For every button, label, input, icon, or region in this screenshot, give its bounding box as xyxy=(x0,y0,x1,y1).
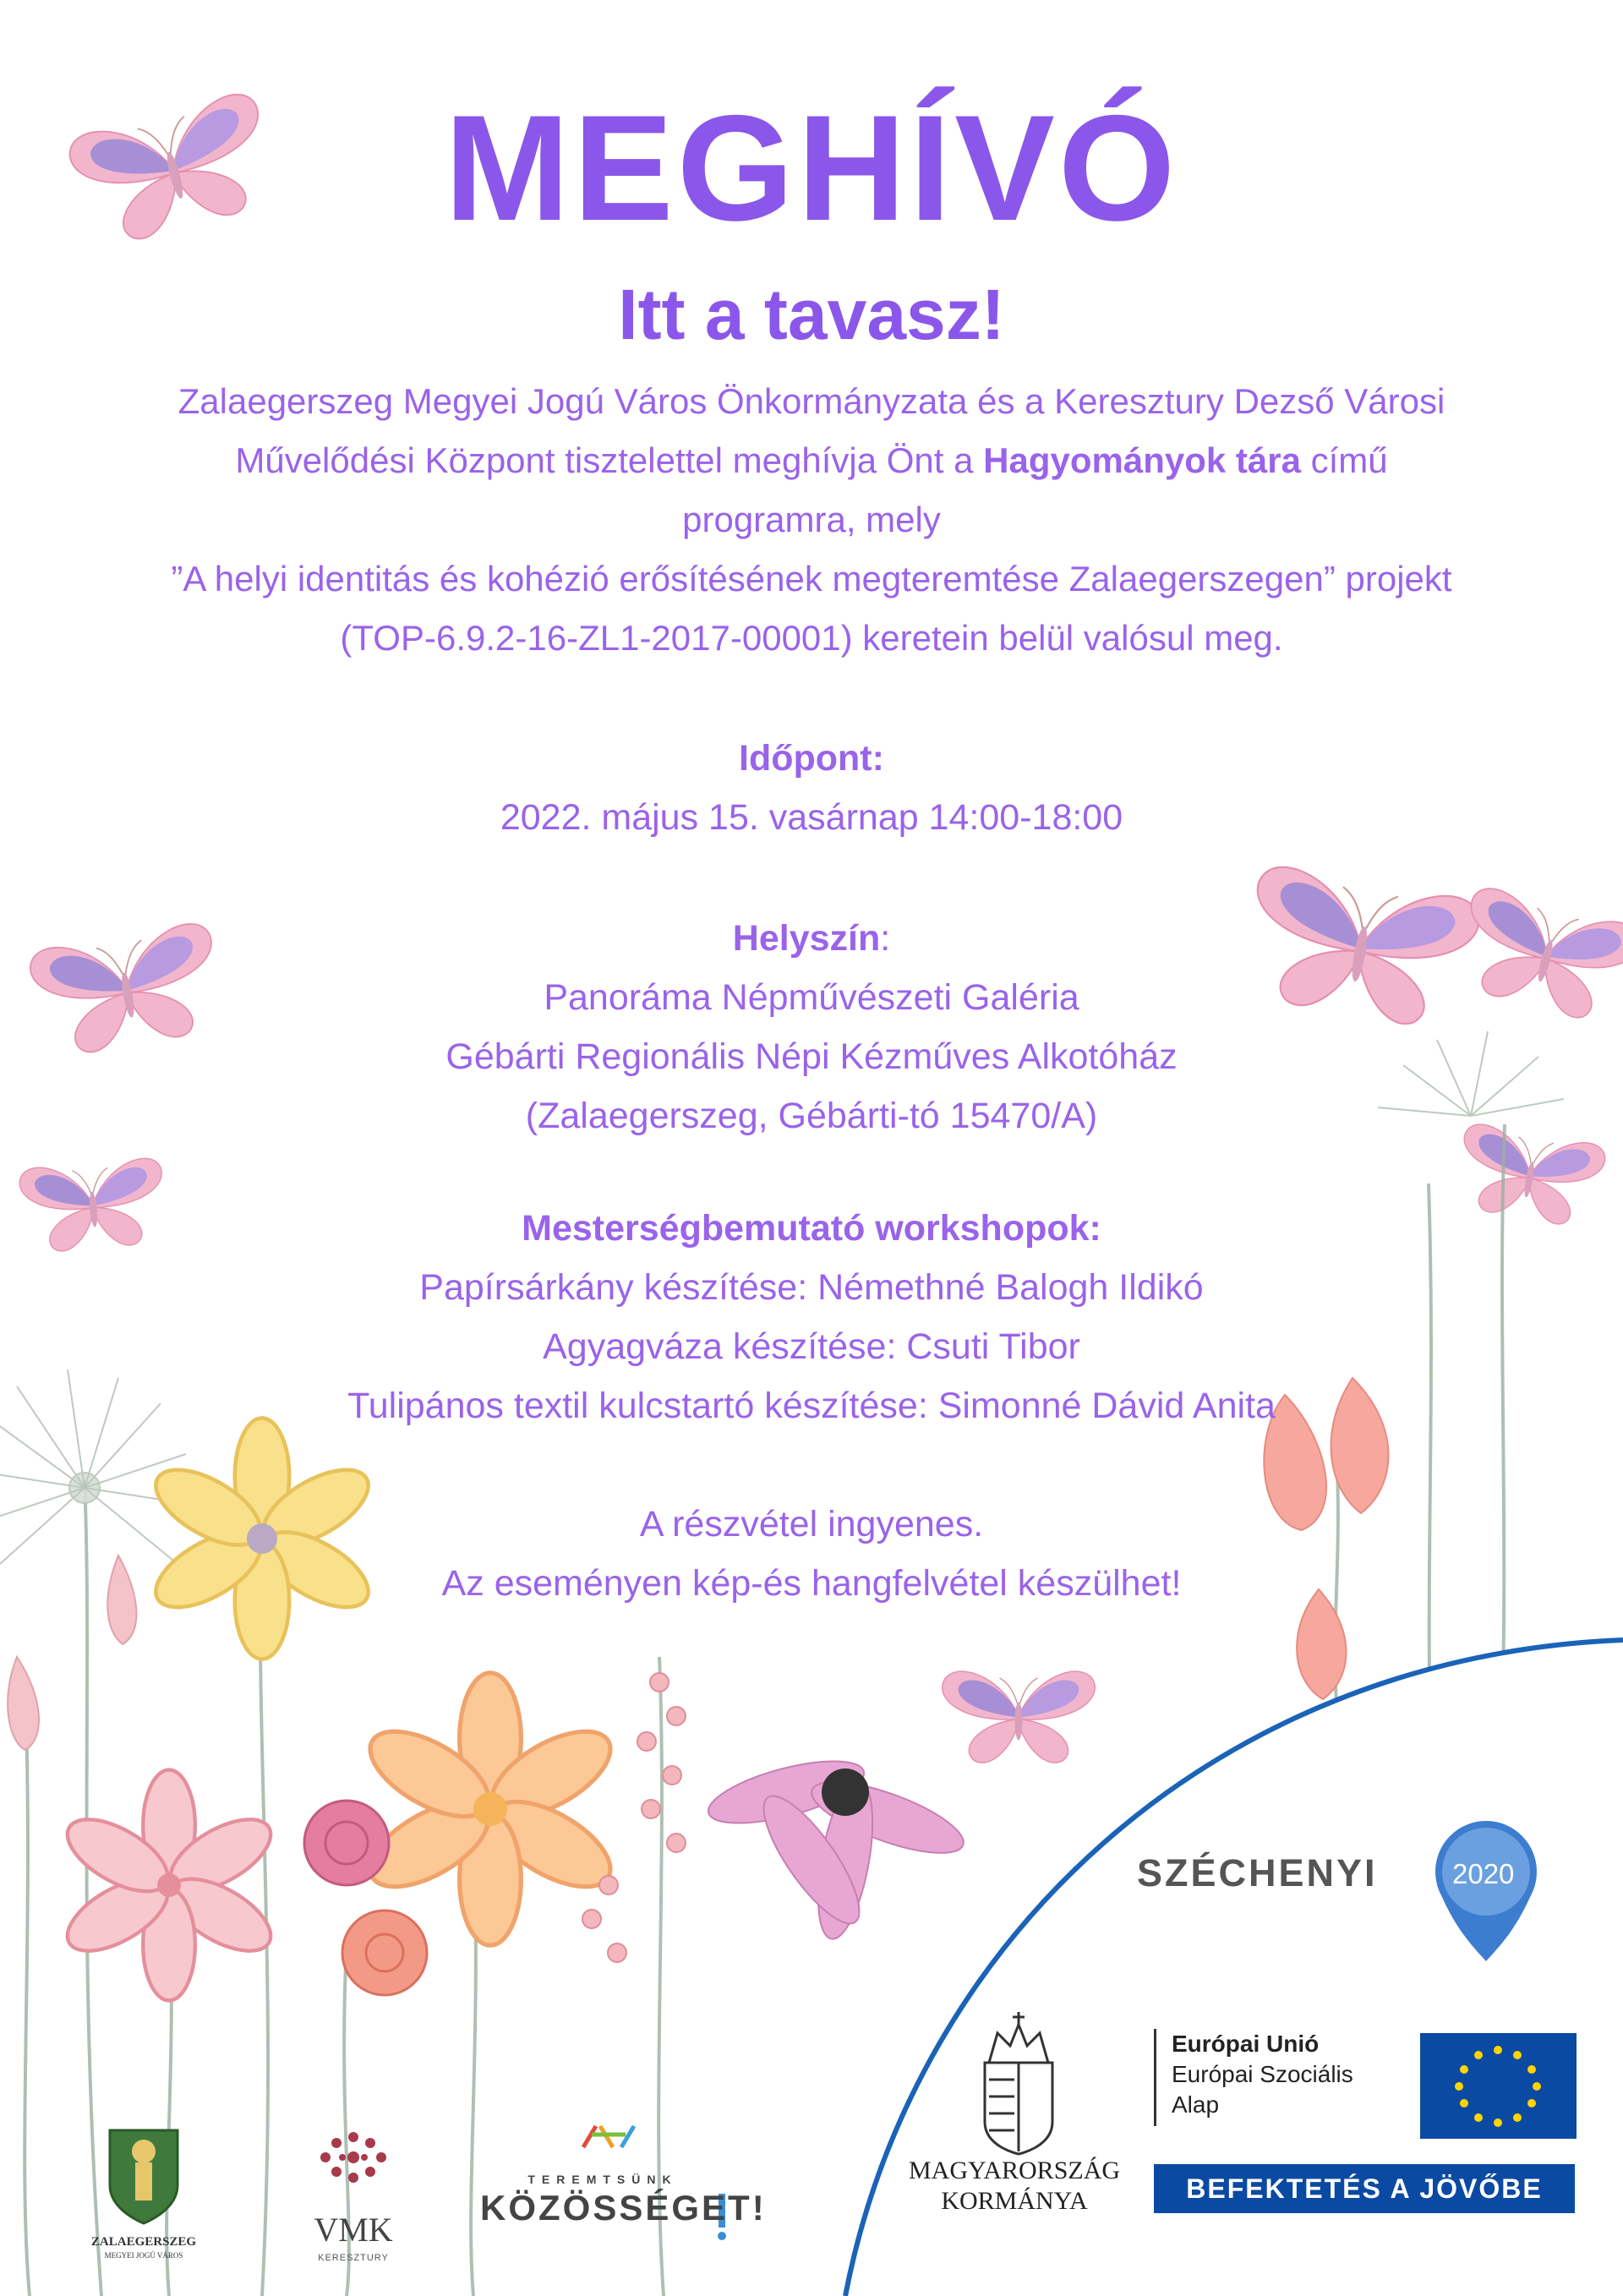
workshops-heading: Mesterségbemutató workshopok: xyxy=(522,1208,1101,1249)
date-heading: Időpont: xyxy=(739,738,884,779)
szechenyi-logo-text: SZÉCHENYI xyxy=(1137,1851,1378,1894)
community-logo-top: TEREMTSÜNK xyxy=(527,2173,678,2186)
program-name: Hagyományok tára xyxy=(983,440,1301,480)
flower-icon xyxy=(304,1801,389,1885)
vmk-logo-subtitle: KERESZTURY xyxy=(318,2253,389,2263)
community-logo-icon xyxy=(583,2126,634,2147)
eu-flag-icon xyxy=(1420,2033,1577,2139)
date-section xyxy=(0,729,1623,847)
szechenyi-logo-year: 2020 xyxy=(1452,1858,1515,1889)
note-line: Az eseményen kép-és hangfelvétel készülhet! xyxy=(441,1563,1182,1604)
vmk-logo-icon xyxy=(320,2132,386,2183)
date-value: 2022. május 15. vasárnap 14:00-18:00 xyxy=(500,797,1123,838)
workshop-item: Papírsárkány készítése: Némethné Balogh Ildikó xyxy=(419,1267,1204,1308)
page-title: MEGHÍVÓ xyxy=(444,84,1179,252)
eu-fund-line: Európai Szociális xyxy=(1172,2061,1353,2087)
intro-line: (TOP-6.9.2-16-ZL1-2017-00001) keretein belül valósul meg. xyxy=(340,618,1283,658)
intro-line xyxy=(25,431,1598,490)
location-heading-row xyxy=(0,909,1623,968)
city-subtitle: MEGYEI JOGÚ VÁROS xyxy=(104,2251,183,2260)
workshop-item: Agyagváza készítése: Csuti Tibor xyxy=(543,1326,1080,1367)
location-section xyxy=(0,909,1623,1145)
intro-line: Zalaegerszeg Megyei Jogú Város Önkormányzata és a Keresztury Dezső Városi xyxy=(178,381,1445,421)
workshop-item: Tulipános textil kulcstartó készítése: Simonné Dávid Anita xyxy=(347,1386,1276,1426)
eu-fund-line: Alap xyxy=(1172,2091,1220,2118)
invest-in-future-band: BEFEKTETÉS A JÖVŐBE xyxy=(1154,2164,1575,2213)
location-line: (Zalaegerszeg, Gébárti-tó 15470/A) xyxy=(525,1096,1098,1136)
city-logo-text xyxy=(80,2235,207,2262)
location-line: Panoráma Népművészeti Galéria xyxy=(544,977,1079,1018)
community-logo-bottom: KÖZÖSSÉGET! xyxy=(480,2188,767,2228)
notes-section xyxy=(0,1495,1623,1613)
city-name: ZALAEGERSZEG xyxy=(90,2235,197,2249)
location-line: Gébárti Regionális Népi Kézműves Alkotóház xyxy=(445,1036,1178,1077)
note-line: A részvétel ingyenes. xyxy=(639,1504,984,1544)
intro-line: ”A helyi identitás és kohézió erősítésének megteremtése Zalaegerszegen” projekt xyxy=(171,559,1452,599)
coat-of-arms-icon xyxy=(110,2130,178,2223)
government-logo-text: MAGYARORSZÁG KORMÁNYA xyxy=(909,2157,1121,2215)
intro-text: című xyxy=(1300,440,1388,480)
intro-text: Művelődési Központ tisztelettel meghívja Önt a xyxy=(235,440,984,480)
intro-line: programra, mely xyxy=(682,500,941,539)
eu-title: Európai Unió xyxy=(1172,2031,1320,2057)
flower-icon xyxy=(342,1911,427,1995)
intro-paragraph xyxy=(25,372,1598,668)
vmk-logo-text: VMK xyxy=(314,2211,393,2249)
butterfly-icon xyxy=(943,1671,1096,1763)
page-subtitle: Itt a tavasz! xyxy=(618,275,1005,354)
location-colon: : xyxy=(880,918,891,959)
workshops-section xyxy=(0,1199,1623,1435)
eu-logo-text xyxy=(1154,2029,1404,2126)
location-heading: Helyszín xyxy=(732,918,881,959)
